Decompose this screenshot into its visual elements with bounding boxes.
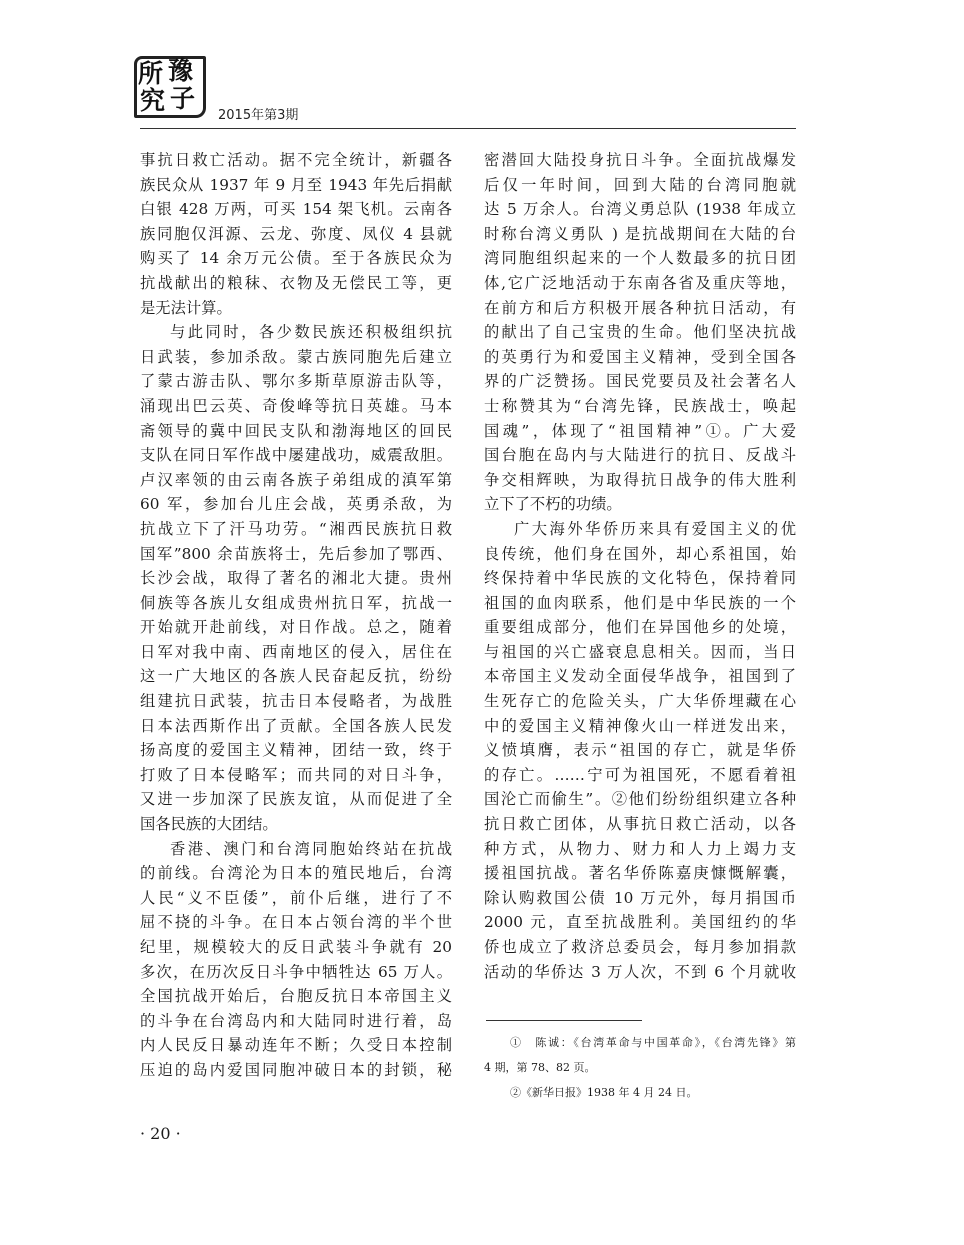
text-line: 的献出了自己宝贵的生命。他们坚决抗战 bbox=[484, 323, 796, 342]
logo-char-1: 所 bbox=[138, 59, 164, 88]
footnotes bbox=[484, 1030, 796, 1105]
text-line: 国军”800 余苗族将士，先后参加了鄂西、 bbox=[140, 544, 452, 563]
text-line: 立下了不朽的功绩。 bbox=[484, 495, 622, 514]
text-line: 斋领导的冀中回民支队和渤海地区的回民 bbox=[140, 421, 452, 440]
logo-char-4: 子 bbox=[170, 84, 196, 113]
text-line: 良传统，他们身在国外，却心系祖国，始 bbox=[484, 544, 796, 563]
text-line: 香港、澳门和台湾同胞始终站在抗战 bbox=[170, 839, 452, 858]
text-line: 日武装，参加杀敌。蒙古族同胞先后建立 bbox=[140, 347, 452, 366]
right-column bbox=[484, 148, 796, 984]
text-line: 援祖国抗战。著名华侨陈嘉庚慷慨解囊， bbox=[484, 864, 796, 883]
text-line: 重要组成部分，他们在异国他乡的处境， bbox=[484, 618, 796, 637]
text-line: 事抗日救亡活动。据不完全统计，新疆各 bbox=[140, 151, 452, 169]
footnote-rule bbox=[486, 1020, 642, 1021]
text-line: 中的爱国主义精神像火山一样迸发出来， bbox=[484, 716, 796, 735]
text-line: 国魂”，体现了“祖国精神”①。广大爱 bbox=[484, 421, 796, 440]
text-line: 屈不挠的斗争。在日本占领台湾的半个世 bbox=[140, 913, 452, 932]
footnote-2: ②《新华日报》1938 年 4 月 24 日。 bbox=[510, 1086, 698, 1099]
text-line: 压迫的岛内爱国同胞冲破日本的封锁，秘 bbox=[140, 1060, 452, 1079]
text-line: 组建抗日武装，抗击日本侵略者，为战胜 bbox=[140, 692, 452, 711]
text-line: 2000 元，直至抗战胜利。美国纽约的华 bbox=[484, 913, 796, 932]
text-line: 抗战立下了汗马功劳。“湘西民族抗日救 bbox=[140, 519, 452, 538]
text-line: 的前线。台湾沦为日本的殖民地后，台湾 bbox=[140, 864, 452, 883]
text-line: 纪里，规模较大的反日武装斗争就有 20 bbox=[140, 938, 452, 956]
text-line: 生死存亡的危险关头，广大华侨埋藏在心 bbox=[484, 692, 796, 711]
text-line: 又进一步加深了民族友谊，从而促进了全 bbox=[140, 790, 452, 809]
text-line: 60 军，参加台儿庄会战，英勇杀敌，为 bbox=[140, 495, 452, 514]
text-line: 密潜回大陆投身抗日斗争。全面抗战爆发 bbox=[484, 151, 796, 169]
text-line: 广大海外华侨历来具有爱国主义的优 bbox=[514, 519, 796, 538]
text-line: 达 5 万余人。台湾义勇总队 (1938 年成立 bbox=[484, 200, 796, 219]
text-line: 日军对我中南、西南地区的侵入，居住在 bbox=[140, 642, 452, 661]
text-line: 争交相辉映，为取得抗日战争的伟大胜利 bbox=[484, 470, 796, 489]
text-line: 开始就开赴前线，对日作战。总之，随着 bbox=[140, 618, 452, 637]
text-line: 支队在同日军作战中屡建战功，威震敌胆。 bbox=[140, 446, 452, 465]
text-line: 抗战献出的粮秣、衣物及无偿民工等，更 bbox=[140, 273, 452, 292]
text-line: 了蒙古游击队、鄂尔多斯草原游击队等， bbox=[140, 372, 452, 391]
page-number: · 20 · bbox=[140, 1124, 181, 1143]
header-rule bbox=[140, 128, 796, 129]
text-line: 多次，在历次反日斗争中牺牲达 65 万人。 bbox=[140, 962, 452, 981]
text-line: 族同胞仅洱源、云龙、弥度、凤仪 4 县就 bbox=[140, 224, 452, 243]
text-line: 后仅一年时间，回到大陆的台湾同胞就 bbox=[484, 175, 796, 194]
text-line: 全国抗战开始后，台胞反抗日本帝国主义 bbox=[140, 987, 452, 1006]
text-line: 本帝国主义发动全面侵华战争，祖国到了 bbox=[484, 667, 796, 686]
text-line: 扬高度的爱国主义精神，团结一致，终于 bbox=[140, 741, 452, 760]
text-line: 购买了 14 余万元公债。至于各族民众为 bbox=[140, 249, 452, 268]
text-line: 打败了日本侵略军；而共同的对日斗争， bbox=[140, 765, 452, 784]
text-line: 国各民族的大团结。 bbox=[140, 815, 278, 834]
text-line: 是无法计算。 bbox=[140, 298, 232, 317]
text-line: 人民“义不臣倭”，前仆后继，进行了不 bbox=[140, 888, 452, 907]
logo-char-3: 究 bbox=[140, 86, 166, 115]
text-line: 族民众从 1937 年 9 月至 1943 年先后捐献 bbox=[140, 175, 452, 194]
journal-logo bbox=[134, 56, 208, 118]
text-line: 时称台湾义勇队 ) 是抗战期间在大陆的台 bbox=[484, 224, 796, 243]
text-line: 体,它广泛地活动于东南各省及重庆等地， bbox=[484, 273, 796, 292]
logo-char-2: 豫 bbox=[168, 56, 194, 85]
left-column bbox=[140, 148, 452, 1083]
text-line: 祖国的血肉联系，他们是中华民族的一个 bbox=[484, 593, 796, 612]
text-line: 的斗争在台湾岛内和大陆同时进行着，岛 bbox=[140, 1011, 452, 1030]
text-line: 侨也成立了救济总委员会，每月参加捐款 bbox=[484, 938, 796, 956]
text-line: 除认购救国公债 10 万元外，每月捐国币 bbox=[484, 888, 796, 907]
text-line: 国沦亡而偷生”。②他们纷纷组织建立各种 bbox=[484, 790, 796, 809]
text-line: 卢汉率领的由云南各族子弟组成的滇军第 bbox=[140, 470, 452, 489]
text-line: 长沙会战，取得了著名的湘北大捷。贵州 bbox=[140, 569, 452, 588]
text-line: 在前方和后方积极开展各种抗日活动，有 bbox=[484, 298, 796, 317]
text-line: 义愤填膺，表示“祖国的存亡，就是华侨 bbox=[484, 741, 796, 760]
text-line: 种方式，从物力、财力和人力上竭力支 bbox=[484, 839, 796, 858]
text-line: 内人民反日暴动连年不断；久受日本控制 bbox=[140, 1036, 452, 1055]
text-line: 的存亡。……宁可为祖国死，不愿看着祖 bbox=[484, 765, 796, 784]
text-line: 士称赞其为“台湾先锋，民族战士，唤起 bbox=[484, 396, 796, 415]
text-line: 活动的华侨达 3 万人次，不到 6 个月就收 bbox=[484, 962, 796, 981]
text-line: 的英勇行为和爱国主义精神，受到全国各 bbox=[484, 347, 796, 366]
text-line: 这一广大地区的各族人民奋起反抗，纷纷 bbox=[140, 667, 452, 686]
text-line: 湾同胞组织起来的一个人数最多的抗日团 bbox=[484, 249, 796, 268]
text-line: 涌现出巴云英、奇俊峰等抗日英雄。马本 bbox=[140, 396, 452, 415]
footnote-1-cont: 4 期，第 78、82 页。 bbox=[484, 1061, 596, 1074]
text-line: 界的广泛赞扬。国民党要员及社会著名人 bbox=[484, 372, 796, 391]
text-line: 白银 428 万两，可买 154 架飞机。云南各 bbox=[140, 200, 452, 219]
text-line: 与此同时，各少数民族还积极组织抗 bbox=[170, 323, 452, 342]
text-line: 抗日救亡团体，从事抗日救亡活动，以各 bbox=[484, 815, 796, 834]
text-line: 国台胞在岛内与大陆进行的抗日、反战斗 bbox=[484, 446, 796, 465]
footnote-1: ① 陈诚：《台湾革命与中国革命》，《台湾先锋》第 bbox=[510, 1036, 796, 1049]
text-line: 终保持着中华民族的文化特色，保持着同 bbox=[484, 569, 796, 588]
issue-label: 2015年第3期 bbox=[218, 108, 299, 123]
text-line: 与祖国的兴亡盛衰息息相关。因而，当日 bbox=[484, 642, 796, 661]
text-line: 日本法西斯作出了贡献。全国各族人民发 bbox=[140, 716, 452, 735]
text-line: 侗族等各族儿女组成贵州抗日军，抗战一 bbox=[140, 593, 452, 612]
